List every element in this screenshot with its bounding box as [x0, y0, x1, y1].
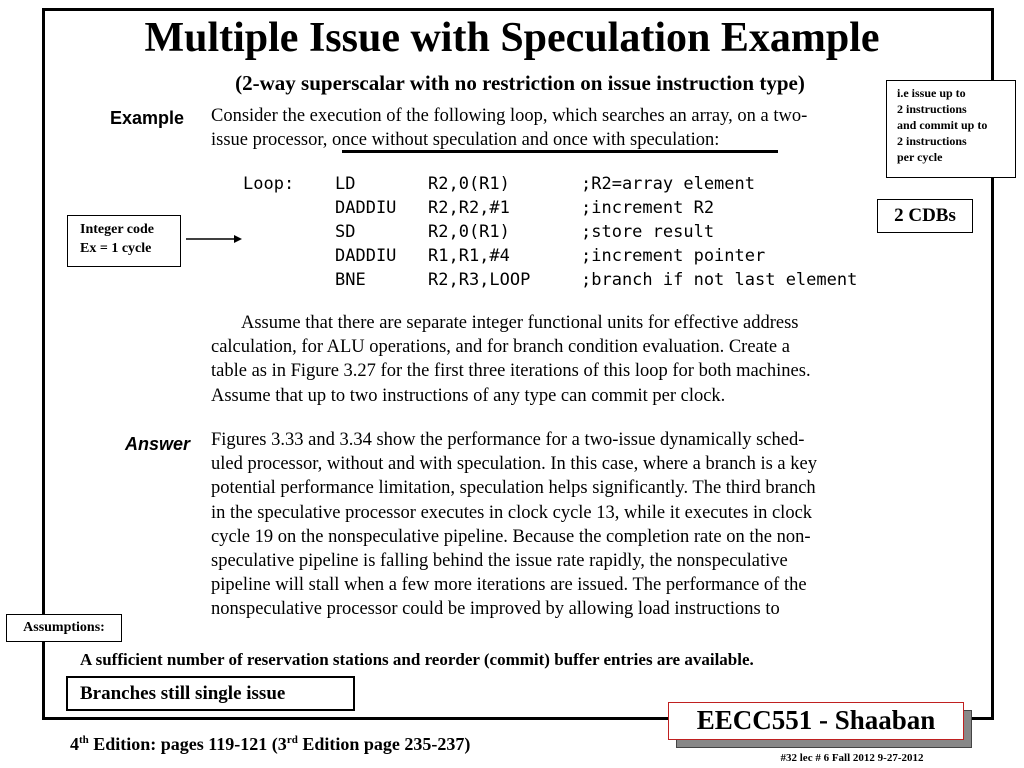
answer-paragraph [211, 428, 873, 622]
code-opcode: LD [335, 174, 356, 194]
assume-paragraph [211, 311, 873, 408]
arrow-icon [186, 232, 242, 246]
edition-reference [70, 734, 470, 755]
note-line: 2 instructions [897, 102, 967, 116]
example-paragraph [211, 104, 873, 152]
edition-suffix: th [79, 734, 89, 746]
code-comment: ;branch if not last element [581, 270, 858, 290]
emphasis-underline [342, 150, 778, 153]
integer-code-callout [67, 215, 181, 267]
note-line: per cycle [897, 150, 943, 164]
branch-single-issue-box: Branches still single issue [66, 676, 355, 711]
assumption-text: A sufficient number of reservation stations and reorder (commit) buffer entries are available. [80, 650, 754, 669]
code-operands: R2,0(R1) [428, 222, 510, 242]
code-opcode: BNE [335, 270, 366, 290]
text-line: Figures 3.33 and 3.34 show the performance for a two-issue dynamically sched- [211, 430, 805, 450]
cdbs-callout: 2 CDBs [877, 199, 973, 233]
exec-cycle-line: Ex = 1 cycle [80, 241, 152, 256]
text-line: nonspeculative processor could be improved by allowing load instructions to [211, 599, 780, 620]
issue-commit-note [886, 80, 1016, 178]
answer-label: Answer [125, 434, 191, 454]
code-comment: ;store result [581, 222, 715, 242]
text-line: table as in Figure 3.27 for the first three iterations of this loop for both machines. [211, 361, 811, 382]
edition-text: Edition: pages 119-121 (3 [88, 734, 287, 754]
code-comment: ;increment R2 [581, 198, 715, 218]
text-line: speculative pipeline is falling behind the issue rate rapidly, the nonspeculative [211, 551, 788, 572]
text-line: calculation, for ALU operations, and for branch condition evaluation. Create a [211, 337, 790, 358]
text-line: Consider the execution of the following loop, which searches an array, on a two- [211, 106, 808, 126]
note-line: and commit up to [897, 118, 988, 132]
text-line: Assume that up to two instructions of any type can commit per clock. [211, 385, 726, 406]
text-line: potential performance limitation, speculation helps significantly. The third branch [211, 478, 816, 499]
text-line: Assume that there are separate integer functional units for effective address [241, 313, 799, 333]
assumptions-label: Assumptions: [6, 614, 122, 642]
code-operands: R1,R1,#4 [428, 246, 510, 266]
text-line: cycle 19 on the nonspeculative pipeline. Because the completion rate on the non- [211, 526, 811, 547]
slide-subtitle: (2-way superscalar with no restriction on issue instruction type) [235, 71, 805, 95]
text-line: issue processor, once without speculation and once with speculation: [211, 130, 720, 151]
note-line: 2 instructions [897, 134, 967, 148]
edition-number: 4 [70, 734, 79, 754]
slide-title: Multiple Issue with Speculation Example [144, 15, 880, 61]
text-line: uled processor, without and with speculation. In this case, where a branch is a key [211, 454, 817, 475]
note-line: i.e issue up to [897, 86, 966, 100]
text-line: pipeline will stall when a few more iterations are issued. The performance of the [211, 575, 807, 596]
example-label: Example [110, 108, 185, 128]
code-comment: ;increment pointer [581, 246, 766, 266]
code-label: Loop: [243, 174, 295, 194]
integer-code-line: Integer code [80, 222, 154, 237]
code-opcode: SD [335, 222, 356, 242]
edition-text: Edition page 235-237) [297, 734, 471, 754]
lecture-footer: #32 lec # 6 Fall 2012 9-27-2012 [780, 752, 924, 764]
code-opcode: DADDIU [335, 198, 397, 218]
course-brand: EECC551 - Shaaban [668, 702, 964, 740]
edition-suffix: rd [286, 734, 298, 746]
code-operands: R2,0(R1) [428, 174, 510, 194]
text-line: in the speculative processor executes in clock cycle 13, while it executes in clock [211, 502, 813, 523]
code-operands: R2,R3,LOOP [428, 270, 531, 290]
code-opcode: DADDIU [335, 246, 397, 266]
code-operands: R2,R2,#1 [428, 198, 510, 218]
code-comment: ;R2=array element [581, 174, 755, 194]
